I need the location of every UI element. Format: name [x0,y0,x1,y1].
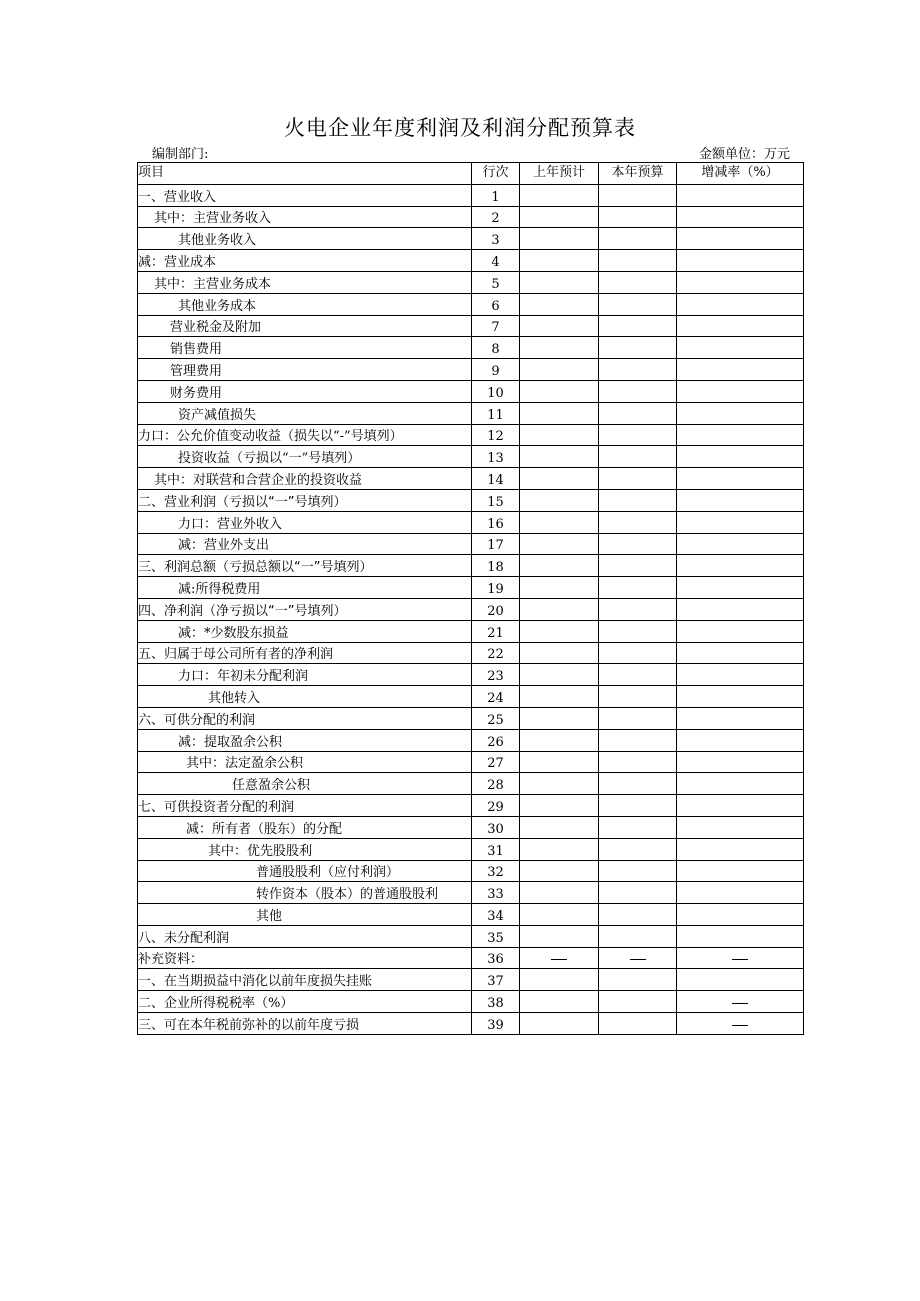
cell-rate [677,184,804,206]
cell-rate [677,598,804,620]
row-line-number: 17 [472,533,520,555]
table-row [138,882,804,904]
row-label: 四、净利润（净亏损以“一”号填列） [138,598,472,620]
cell-cur [599,315,677,337]
cell-prev [520,184,599,206]
row-label: 减：营业成本 [138,250,472,272]
table-row [138,533,804,555]
row-label: 财务费用 [138,380,472,402]
row-line-number: 10 [472,380,520,402]
row-line-number: 18 [472,555,520,577]
cell-prev [520,293,599,315]
cell-prev [520,555,599,577]
table-row [138,838,804,860]
cell-rate [677,489,804,511]
cell-cur [599,904,677,926]
dash-mark [732,1003,748,1004]
dash-mark [732,959,748,960]
cell-prev [520,228,599,250]
row-label: 其中：主营业务成本 [138,271,472,293]
cell-rate [677,947,804,969]
cell-cur [599,424,677,446]
cell-rate [677,773,804,795]
cell-prev [520,359,599,381]
row-line-number: 4 [472,250,520,272]
cell-cur [599,533,677,555]
cell-rate [677,402,804,424]
cell-rate [677,446,804,468]
cell-prev [520,686,599,708]
cell-cur [599,729,677,751]
row-label: 管理费用 [138,359,472,381]
row-label: 其他业务成本 [138,293,472,315]
cell-prev [520,882,599,904]
table-row [138,250,804,272]
cell-prev [520,315,599,337]
cell-rate [677,620,804,642]
header-cur: 本年预算 [599,163,677,185]
row-label: 减：所有者（股东）的分配 [138,816,472,838]
row-line-number: 24 [472,686,520,708]
cell-prev [520,947,599,969]
table-row [138,816,804,838]
cell-prev [520,511,599,533]
cell-cur [599,489,677,511]
table-header-row [138,163,804,185]
cell-rate [677,228,804,250]
cell-rate [677,271,804,293]
cell-rate [677,250,804,272]
cell-cur [599,250,677,272]
row-label: 销售费用 [138,337,472,359]
page-title: 火电企业年度利润及利润分配预算表 [284,116,636,140]
cell-prev [520,751,599,773]
header-line: 行次 [472,163,520,185]
cell-prev [520,206,599,228]
cell-cur [599,664,677,686]
cell-prev [520,337,599,359]
row-line-number: 7 [472,315,520,337]
cell-rate [677,206,804,228]
cell-rate [677,468,804,490]
cell-rate [677,838,804,860]
cell-cur [599,337,677,359]
cell-cur [599,468,677,490]
cell-rate [677,359,804,381]
row-label: 其中：法定盈余公积 [138,751,472,773]
cell-prev [520,860,599,882]
row-line-number: 31 [472,838,520,860]
row-label: 力口：营业外收入 [138,511,472,533]
cell-cur [599,228,677,250]
cell-cur [599,359,677,381]
row-label: 二、营业利润（亏损以“一”号填列） [138,489,472,511]
row-label: 三、利润总额（亏损总额以“一”号填列） [138,555,472,577]
header-prev: 上年预计 [520,163,599,185]
cell-cur [599,773,677,795]
row-label: 投资收益（亏损以“一”号填列） [138,446,472,468]
row-label: 营业税金及附加 [138,315,472,337]
cell-rate [677,642,804,664]
row-line-number: 12 [472,424,520,446]
cell-cur [599,271,677,293]
header-rate: 增减率（%） [677,163,804,185]
table-row [138,598,804,620]
row-line-number: 36 [472,947,520,969]
row-label: 三、可在本年税前弥补的以前年度亏损 [138,1013,472,1035]
cell-rate [677,315,804,337]
cell-cur [599,380,677,402]
cell-prev [520,446,599,468]
row-label: 其他 [138,904,472,926]
table-row [138,380,804,402]
row-label: 一、在当期损益中消化以前年度损失挂账 [138,969,472,991]
table-row [138,424,804,446]
cell-rate [677,707,804,729]
cell-cur [599,1013,677,1035]
cell-rate [677,860,804,882]
table-row [138,446,804,468]
row-line-number: 5 [472,271,520,293]
table-row [138,664,804,686]
cell-cur [599,707,677,729]
row-line-number: 11 [472,402,520,424]
cell-prev [520,904,599,926]
row-line-number: 21 [472,620,520,642]
cell-prev [520,969,599,991]
cell-prev [520,402,599,424]
row-label: 一、营业收入 [138,184,472,206]
table-row [138,1013,804,1035]
cell-prev [520,489,599,511]
row-line-number: 35 [472,925,520,947]
table-row [138,773,804,795]
cell-prev [520,620,599,642]
cell-rate [677,816,804,838]
budget-table [137,162,804,1035]
row-line-number: 14 [472,468,520,490]
table-row [138,468,804,490]
cell-prev [520,533,599,555]
row-label: 减：*少数股东损益 [138,620,472,642]
cell-rate [677,511,804,533]
dash-mark [630,959,646,960]
cell-cur [599,795,677,817]
cell-prev [520,991,599,1013]
table-row [138,904,804,926]
cell-cur [599,184,677,206]
unit-label: 金额单位：万元 [698,147,790,162]
cell-prev [520,424,599,446]
cell-cur [599,925,677,947]
row-line-number: 9 [472,359,520,381]
row-line-number: 6 [472,293,520,315]
table-row [138,751,804,773]
row-line-number: 19 [472,577,520,599]
table-row [138,969,804,991]
row-line-number: 29 [472,795,520,817]
table-row [138,489,804,511]
row-line-number: 38 [472,991,520,1013]
cell-prev [520,816,599,838]
cell-cur [599,446,677,468]
cell-prev [520,795,599,817]
cell-cur [599,860,677,882]
cell-cur [599,642,677,664]
row-line-number: 16 [472,511,520,533]
table-row [138,620,804,642]
dash-mark [732,1025,748,1026]
row-line-number: 28 [472,773,520,795]
row-line-number: 20 [472,598,520,620]
cell-cur [599,838,677,860]
cell-prev [520,250,599,272]
cell-rate [677,577,804,599]
cell-prev [520,838,599,860]
table-row [138,686,804,708]
table-row [138,947,804,969]
row-label: 二、企业所得税税率（%） [138,991,472,1013]
cell-rate [677,533,804,555]
cell-cur [599,555,677,577]
row-line-number: 26 [472,729,520,751]
table-row [138,860,804,882]
table-row [138,315,804,337]
dash-mark [551,959,567,960]
cell-prev [520,598,599,620]
row-label: 其中：主营业务收入 [138,206,472,228]
cell-rate [677,686,804,708]
cell-rate [677,969,804,991]
row-label: 七、可供投资者分配的利润 [138,795,472,817]
row-line-number: 27 [472,751,520,773]
row-line-number: 25 [472,707,520,729]
row-label: 其中：对联营和合营企业的投资收益 [138,468,472,490]
table-row [138,707,804,729]
cell-cur [599,947,677,969]
cell-cur [599,686,677,708]
cell-cur [599,991,677,1013]
row-line-number: 30 [472,816,520,838]
cell-cur [599,816,677,838]
table-row [138,337,804,359]
cell-prev [520,642,599,664]
cell-cur [599,882,677,904]
cell-rate [677,925,804,947]
table-row [138,402,804,424]
cell-prev [520,380,599,402]
cell-rate [677,293,804,315]
table-row [138,271,804,293]
row-line-number: 13 [472,446,520,468]
cell-cur [599,969,677,991]
cell-prev [520,468,599,490]
row-label: 五、归属于母公司所有者的净利润 [138,642,472,664]
table-row [138,642,804,664]
cell-rate [677,991,804,1013]
header-item: 项目 [138,163,472,185]
row-line-number: 2 [472,206,520,228]
row-label: 减：提取盈余公积 [138,729,472,751]
row-label: 减:所得税费用 [138,577,472,599]
row-line-number: 23 [472,664,520,686]
row-line-number: 39 [472,1013,520,1035]
table-row [138,359,804,381]
cell-prev [520,773,599,795]
row-label: 力口：年初未分配利润 [138,664,472,686]
cell-prev [520,1013,599,1035]
row-label: 普通股股利（应付利润） [138,860,472,882]
row-line-number: 8 [472,337,520,359]
cell-cur [599,511,677,533]
row-line-number: 32 [472,860,520,882]
row-line-number: 1 [472,184,520,206]
row-label: 其他转入 [138,686,472,708]
cell-rate [677,751,804,773]
cell-cur [599,751,677,773]
table-row [138,729,804,751]
dept-label: 编制部门: [152,147,209,162]
cell-rate [677,380,804,402]
row-label: 补充资料： [138,947,472,969]
cell-rate [677,904,804,926]
row-line-number: 22 [472,642,520,664]
row-line-number: 15 [472,489,520,511]
row-line-number: 37 [472,969,520,991]
cell-prev [520,271,599,293]
cell-rate [677,882,804,904]
cell-rate [677,424,804,446]
row-label: 六、可供分配的利润 [138,707,472,729]
row-label: 任意盈余公积 [138,773,472,795]
cell-cur [599,598,677,620]
table-row [138,206,804,228]
row-line-number: 33 [472,882,520,904]
table-row [138,184,804,206]
cell-cur [599,402,677,424]
table-row [138,795,804,817]
table-row [138,555,804,577]
row-label: 其他业务收入 [138,228,472,250]
cell-prev [520,925,599,947]
row-label: 力口：公允价值变动收益（损失以“-”号填列） [138,424,472,446]
row-label: 转作资本（股本）的普通股股利 [138,882,472,904]
cell-rate [677,337,804,359]
cell-cur [599,577,677,599]
cell-cur [599,620,677,642]
row-label: 其中：优先股股利 [138,838,472,860]
cell-rate [677,1013,804,1035]
cell-prev [520,729,599,751]
cell-prev [520,577,599,599]
table-row [138,577,804,599]
cell-prev [520,664,599,686]
cell-rate [677,555,804,577]
table-row [138,228,804,250]
table-row [138,293,804,315]
cell-prev [520,707,599,729]
table-row [138,991,804,1013]
table-row [138,511,804,533]
cell-cur [599,206,677,228]
cell-rate [677,795,804,817]
row-label: 资产减值损失 [138,402,472,424]
cell-rate [677,729,804,751]
table-row [138,925,804,947]
row-label: 八、未分配利润 [138,925,472,947]
row-line-number: 34 [472,904,520,926]
cell-cur [599,293,677,315]
cell-rate [677,664,804,686]
row-line-number: 3 [472,228,520,250]
row-label: 减：营业外支出 [138,533,472,555]
